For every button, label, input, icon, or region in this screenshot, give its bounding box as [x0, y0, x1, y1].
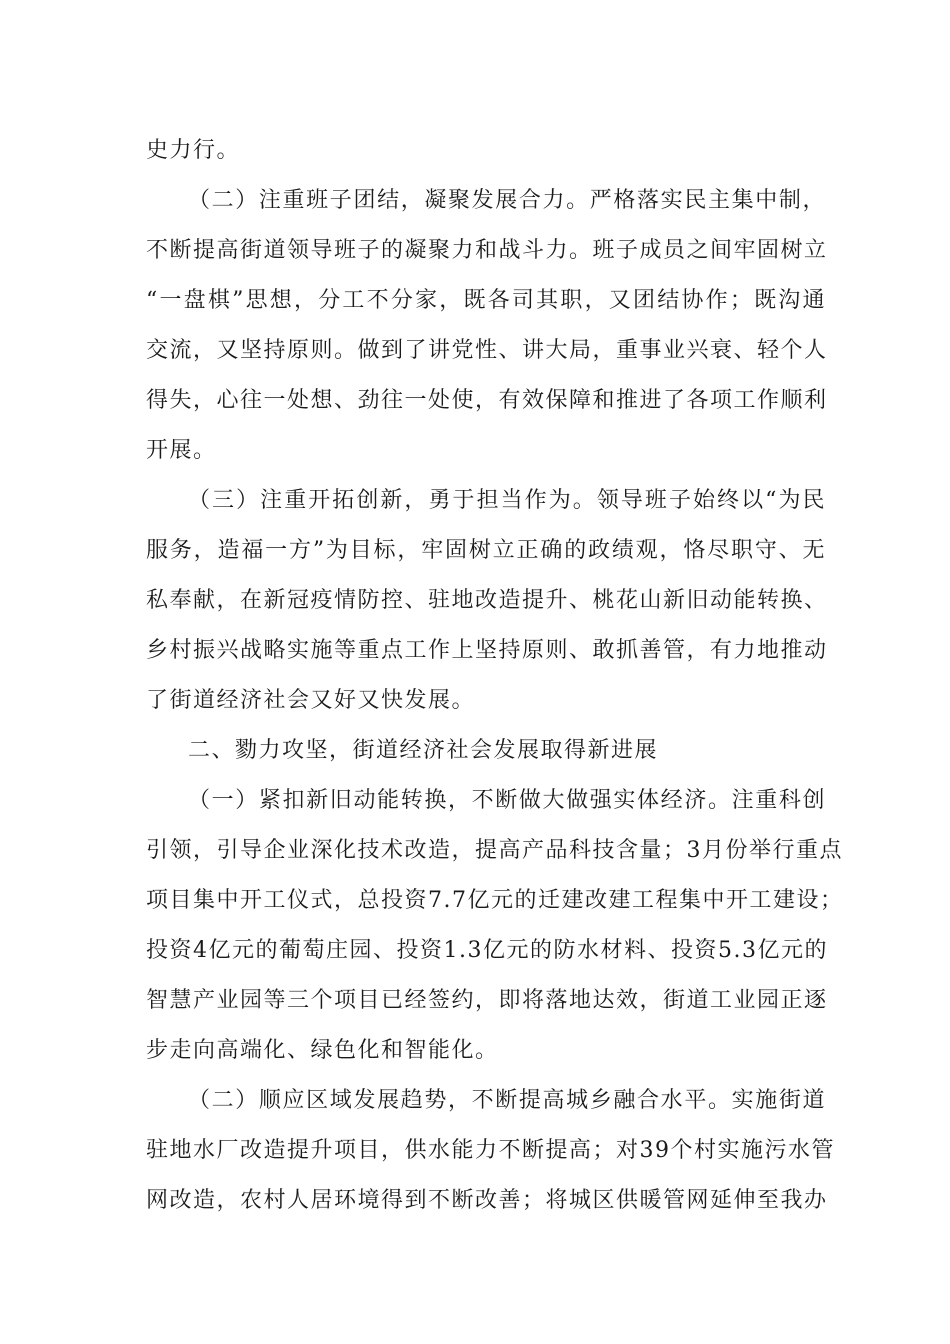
paragraph-4-line: （一）紧扣新旧动能转换，不断做大做强实体经济。注重科创 [188, 788, 826, 813]
text-line: 投资4亿元的葡萄庄园、投资1.3亿元的防水材料、投资5.3亿元的 [146, 938, 828, 963]
text-line: 步走向高端化、绿色化和智能化。 [146, 1038, 499, 1063]
text-line: 网改造，农村人居环境得到不断改善；将城区供暖管网延伸至我办 [146, 1188, 828, 1213]
text-line: 私奉献，在新冠疫情防控、驻地改造提升、桃花山新旧动能转换、 [146, 588, 828, 613]
text-line: 项目集中开工仪式，总投资7.7亿元的迁建改建工程集中开工建设； [146, 888, 844, 913]
text-line: “一盘棋”思想，分工不分家，既各司其职，又团结协作；既沟通 [146, 288, 826, 313]
text-line: 开展。 [146, 438, 217, 463]
text-line: 得失，心往一处想、劲往一处使，有效保障和推进了各项工作顺利 [146, 388, 828, 413]
text-line: 不断提高街道领导班子的凝聚力和战斗力。班子成员之间牢固树立 [146, 238, 828, 263]
text-line: 乡村振兴战略实施等重点工作上坚持原则、敢抓善管，有力地推动 [146, 638, 828, 663]
paragraph-3-line: （三）注重开拓创新，勇于担当作为。领导班子始终以“为民 [188, 488, 826, 513]
text-line: 引领，引导企业深化技术改造，提高产品科技含量；3月份举行重点 [146, 838, 843, 863]
text-line: 服务，造福一方”为目标，牢固树立正确的政绩观，恪尽职守、无 [146, 538, 826, 563]
section-heading: 二、勠力攻坚，街道经济社会发展取得新进展 [188, 738, 659, 763]
text-line: 驻地水厂改造提升项目，供水能力不断提高；对39个村实施污水管 [146, 1138, 835, 1163]
text-line: 史力行。 [146, 138, 241, 163]
text-line: 智慧产业园等三个项目已经签约，即将落地达效，街道工业园正逐 [146, 988, 828, 1013]
paragraph-2-line: （二）注重班子团结，凝聚发展合力。严格落实民主集中制， [188, 188, 826, 213]
text-line: 了街道经济社会又好又快发展。 [146, 688, 476, 713]
text-line: 交流，又坚持原则。做到了讲党性、讲大局，重事业兴衰、轻个人 [146, 338, 828, 363]
paragraph-5-line: （二）顺应区域发展趋势，不断提高城乡融合水平。实施街道 [188, 1088, 826, 1113]
